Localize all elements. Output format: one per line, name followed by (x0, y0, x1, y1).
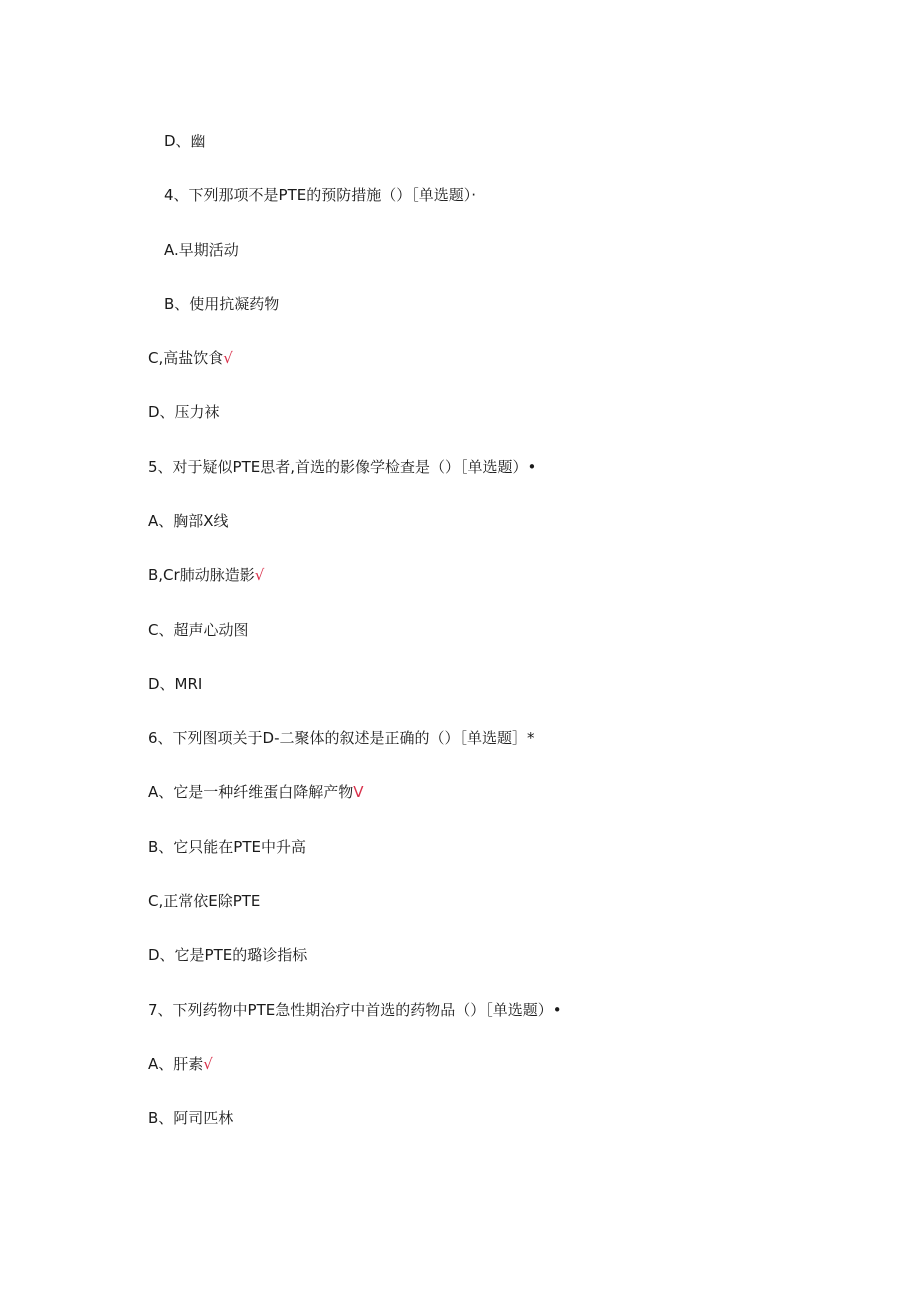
check-mark: √ (203, 1055, 213, 1073)
question-line: 7、下列药物中PTE急性期治疗中首选的药物品（）［单选题）• (148, 1001, 562, 1019)
option-line: B、阿司匹林 (148, 1109, 234, 1127)
option-line: A、胸部X线 (148, 512, 229, 530)
option-line: A.早期活动 (164, 241, 239, 259)
option-line: B,Cr肺动脉造影√ (148, 566, 265, 584)
option-line: D、压力袜 (148, 403, 220, 421)
option-line: B、它只能在PTE中升高 (148, 838, 306, 856)
question-line: 5、对于疑似PTE思者,首选的影像学检查是（）［单选题）• (148, 458, 537, 476)
question-line: 6、下列图项关于D-二聚体的叙述是正确的（）［单选题］* (148, 729, 535, 747)
option-line: B、使用抗凝药物 (164, 295, 280, 313)
check-mark: √ (254, 566, 265, 584)
question-line: 4、下列那项不是PTE的预防措施（）［单选题）· (164, 186, 476, 204)
option-line: D、幽 (164, 132, 206, 150)
check-mark: √ (223, 349, 233, 367)
option-line: C,正常依E除PTE (148, 892, 261, 910)
option-line: A、肝素√ (148, 1055, 213, 1073)
option-line: C,高盐饮食√ (148, 349, 233, 367)
option-line: D、它是PTE的璐诊指标 (148, 946, 308, 964)
option-line: C、超声心动图 (148, 621, 249, 639)
option-line: A、它是一种纤维蛋白降解产物V (148, 783, 364, 801)
check-mark: V (353, 783, 364, 801)
option-line: D、MRI (148, 675, 203, 693)
